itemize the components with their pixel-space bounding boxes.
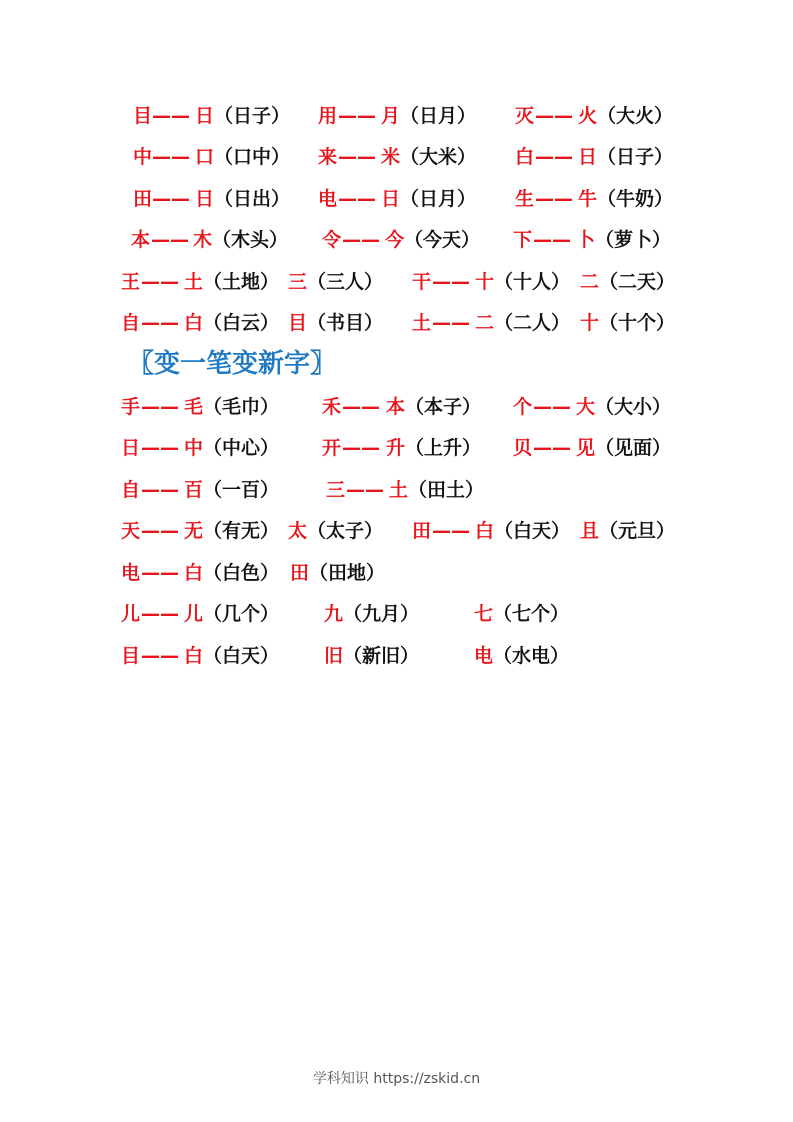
- extra-char: 目: [288, 312, 308, 334]
- source-char: 个: [513, 396, 533, 418]
- single-char: 七: [474, 603, 494, 625]
- word: （本子）: [405, 396, 482, 418]
- dash: ——: [141, 479, 179, 501]
- source-char: 手: [121, 396, 141, 418]
- word: （土地）: [203, 271, 280, 293]
- word: （有无）: [203, 520, 280, 542]
- dash: ——: [152, 188, 190, 210]
- dash: ——: [141, 520, 179, 542]
- source-char: 令: [322, 229, 342, 251]
- extra-word: （二天）: [599, 271, 676, 293]
- pair-row-2: [0, 136, 793, 178]
- target-char: 今: [385, 229, 405, 251]
- dash: ——: [152, 146, 190, 168]
- target-char: 无: [184, 520, 204, 542]
- source-char: 自: [121, 479, 141, 501]
- pair-row-3: [0, 178, 793, 220]
- word: （十人）: [494, 271, 571, 293]
- word: （见面）: [595, 437, 672, 459]
- target-char: 中: [184, 437, 204, 459]
- word: （日出）: [214, 188, 291, 210]
- source-char: 灭: [515, 105, 535, 127]
- extra-char: 十: [580, 312, 600, 334]
- dash: ——: [535, 146, 573, 168]
- word: （日月）: [400, 188, 477, 210]
- footer-watermark: 学科知识 https://zskid.cn: [312, 1071, 481, 1087]
- source-char: 三: [326, 479, 346, 501]
- target-char: 日: [381, 188, 401, 210]
- dash: ——: [342, 229, 380, 251]
- source-char: 开: [322, 437, 342, 459]
- dash: ——: [141, 312, 179, 334]
- target-char: 白: [184, 562, 204, 584]
- target-char: 牛: [578, 188, 598, 210]
- change-row-3: [0, 469, 793, 511]
- extra-word: （十个）: [599, 312, 676, 334]
- word: （日月）: [400, 105, 477, 127]
- dash: ——: [338, 105, 376, 127]
- word: （今天）: [404, 229, 481, 251]
- word: （日子）: [214, 105, 291, 127]
- target-char: 十: [475, 271, 495, 293]
- target-char: 白: [184, 312, 204, 334]
- extra-char: 田: [290, 562, 310, 584]
- target-char: 白: [475, 520, 495, 542]
- change-row-7: [0, 635, 793, 677]
- dash: ——: [141, 562, 179, 584]
- source-char: 下: [513, 229, 533, 251]
- source-char: 禾: [322, 396, 342, 418]
- word: （白云）: [203, 312, 280, 334]
- target-char: 大: [576, 396, 596, 418]
- target-char: 毛: [184, 396, 204, 418]
- source-char: 田: [133, 188, 153, 210]
- word: （牛奶）: [597, 188, 674, 210]
- target-char: 月: [381, 105, 401, 127]
- source-char: 田: [412, 520, 432, 542]
- source-char: 电: [318, 188, 338, 210]
- dash: ——: [141, 645, 179, 667]
- target-char: 米: [381, 146, 401, 168]
- dash: ——: [535, 105, 573, 127]
- pair-row-4: [0, 219, 793, 261]
- dash: ——: [141, 603, 179, 625]
- change-row-5: [0, 552, 793, 594]
- source-char: 日: [121, 437, 141, 459]
- extra-word: （三人）: [307, 271, 384, 293]
- dash: ——: [533, 396, 571, 418]
- target-char: 火: [578, 105, 598, 127]
- word: （水电）: [493, 645, 570, 667]
- change-row-6: [0, 593, 793, 635]
- source-char: 中: [133, 146, 153, 168]
- word: （新旧）: [343, 645, 420, 667]
- dash: ——: [533, 229, 571, 251]
- word: （日子）: [597, 146, 674, 168]
- source-char: 来: [318, 146, 338, 168]
- word: （田土）: [408, 479, 485, 501]
- target-char: 升: [386, 437, 406, 459]
- target-char: 口: [195, 146, 215, 168]
- word: （二人）: [494, 312, 571, 334]
- target-char: 本: [386, 396, 406, 418]
- change-row-1: [0, 386, 793, 428]
- dash: ——: [342, 396, 380, 418]
- dash: ——: [141, 396, 179, 418]
- source-char: 儿: [121, 603, 141, 625]
- source-char: 生: [515, 188, 535, 210]
- word: （白天）: [203, 645, 280, 667]
- dash: ——: [338, 146, 376, 168]
- word: （九月）: [343, 603, 420, 625]
- word: （木头）: [212, 229, 289, 251]
- dash: ——: [141, 437, 179, 459]
- target-char: 日: [195, 105, 215, 127]
- source-char: 天: [121, 520, 141, 542]
- extra-char: 且: [580, 520, 600, 542]
- source-char: 电: [121, 562, 141, 584]
- word: （白色）: [203, 562, 280, 584]
- pair-row-5: [0, 261, 793, 303]
- extra-char: 二: [580, 271, 600, 293]
- word: （口中）: [214, 146, 291, 168]
- target-char: 百: [184, 479, 204, 501]
- word: （大小）: [595, 396, 672, 418]
- word: （几个）: [203, 603, 280, 625]
- word: （白天）: [494, 520, 571, 542]
- target-char: 卜: [576, 229, 596, 251]
- word: （大火）: [597, 105, 674, 127]
- source-char: 用: [318, 105, 338, 127]
- word: （上升）: [405, 437, 482, 459]
- target-char: 儿: [184, 603, 204, 625]
- dash: ——: [342, 437, 380, 459]
- target-char: 二: [475, 312, 495, 334]
- word: （萝卜）: [595, 229, 672, 251]
- target-char: 土: [389, 479, 409, 501]
- source-char: 土: [412, 312, 432, 334]
- extra-word: （书目）: [307, 312, 384, 334]
- source-char: 目: [121, 645, 141, 667]
- extra-char: 三: [288, 271, 308, 293]
- single-char: 旧: [324, 645, 344, 667]
- extra-word: （太子）: [307, 520, 384, 542]
- extra-word: （元旦）: [599, 520, 676, 542]
- dash: ——: [432, 312, 470, 334]
- source-char: 本: [131, 229, 151, 251]
- pair-row-6: [0, 302, 793, 344]
- change-row-4: [0, 510, 793, 552]
- source-char: 贝: [513, 437, 533, 459]
- dash: ——: [432, 271, 470, 293]
- dash: ——: [533, 437, 571, 459]
- target-char: 白: [184, 645, 204, 667]
- source-char: 自: [121, 312, 141, 334]
- section-heading: 〖变一笔变新字〗: [128, 349, 337, 379]
- source-char: 白: [515, 146, 535, 168]
- dash: ——: [535, 188, 573, 210]
- extra-char: 太: [288, 520, 308, 542]
- word: （中心）: [203, 437, 280, 459]
- extra-word: （田地）: [309, 562, 386, 584]
- target-char: 日: [578, 146, 598, 168]
- dash: ——: [346, 479, 384, 501]
- target-char: 土: [184, 271, 204, 293]
- single-char: 九: [324, 603, 344, 625]
- dash: ——: [432, 520, 470, 542]
- dash: ——: [152, 105, 190, 127]
- source-char: 干: [412, 271, 432, 293]
- word: （一百）: [203, 479, 280, 501]
- single-char: 电: [474, 645, 494, 667]
- source-char: 王: [121, 271, 141, 293]
- target-char: 木: [193, 229, 213, 251]
- target-char: 日: [195, 188, 215, 210]
- pair-row-1: [0, 95, 793, 137]
- target-char: 见: [576, 437, 596, 459]
- word: （大米）: [400, 146, 477, 168]
- word: （七个）: [493, 603, 570, 625]
- dash: ——: [141, 271, 179, 293]
- dash: ——: [151, 229, 189, 251]
- change-row-2: [0, 427, 793, 469]
- dash: ——: [338, 188, 376, 210]
- word: （毛巾）: [203, 396, 280, 418]
- source-char: 目: [133, 105, 153, 127]
